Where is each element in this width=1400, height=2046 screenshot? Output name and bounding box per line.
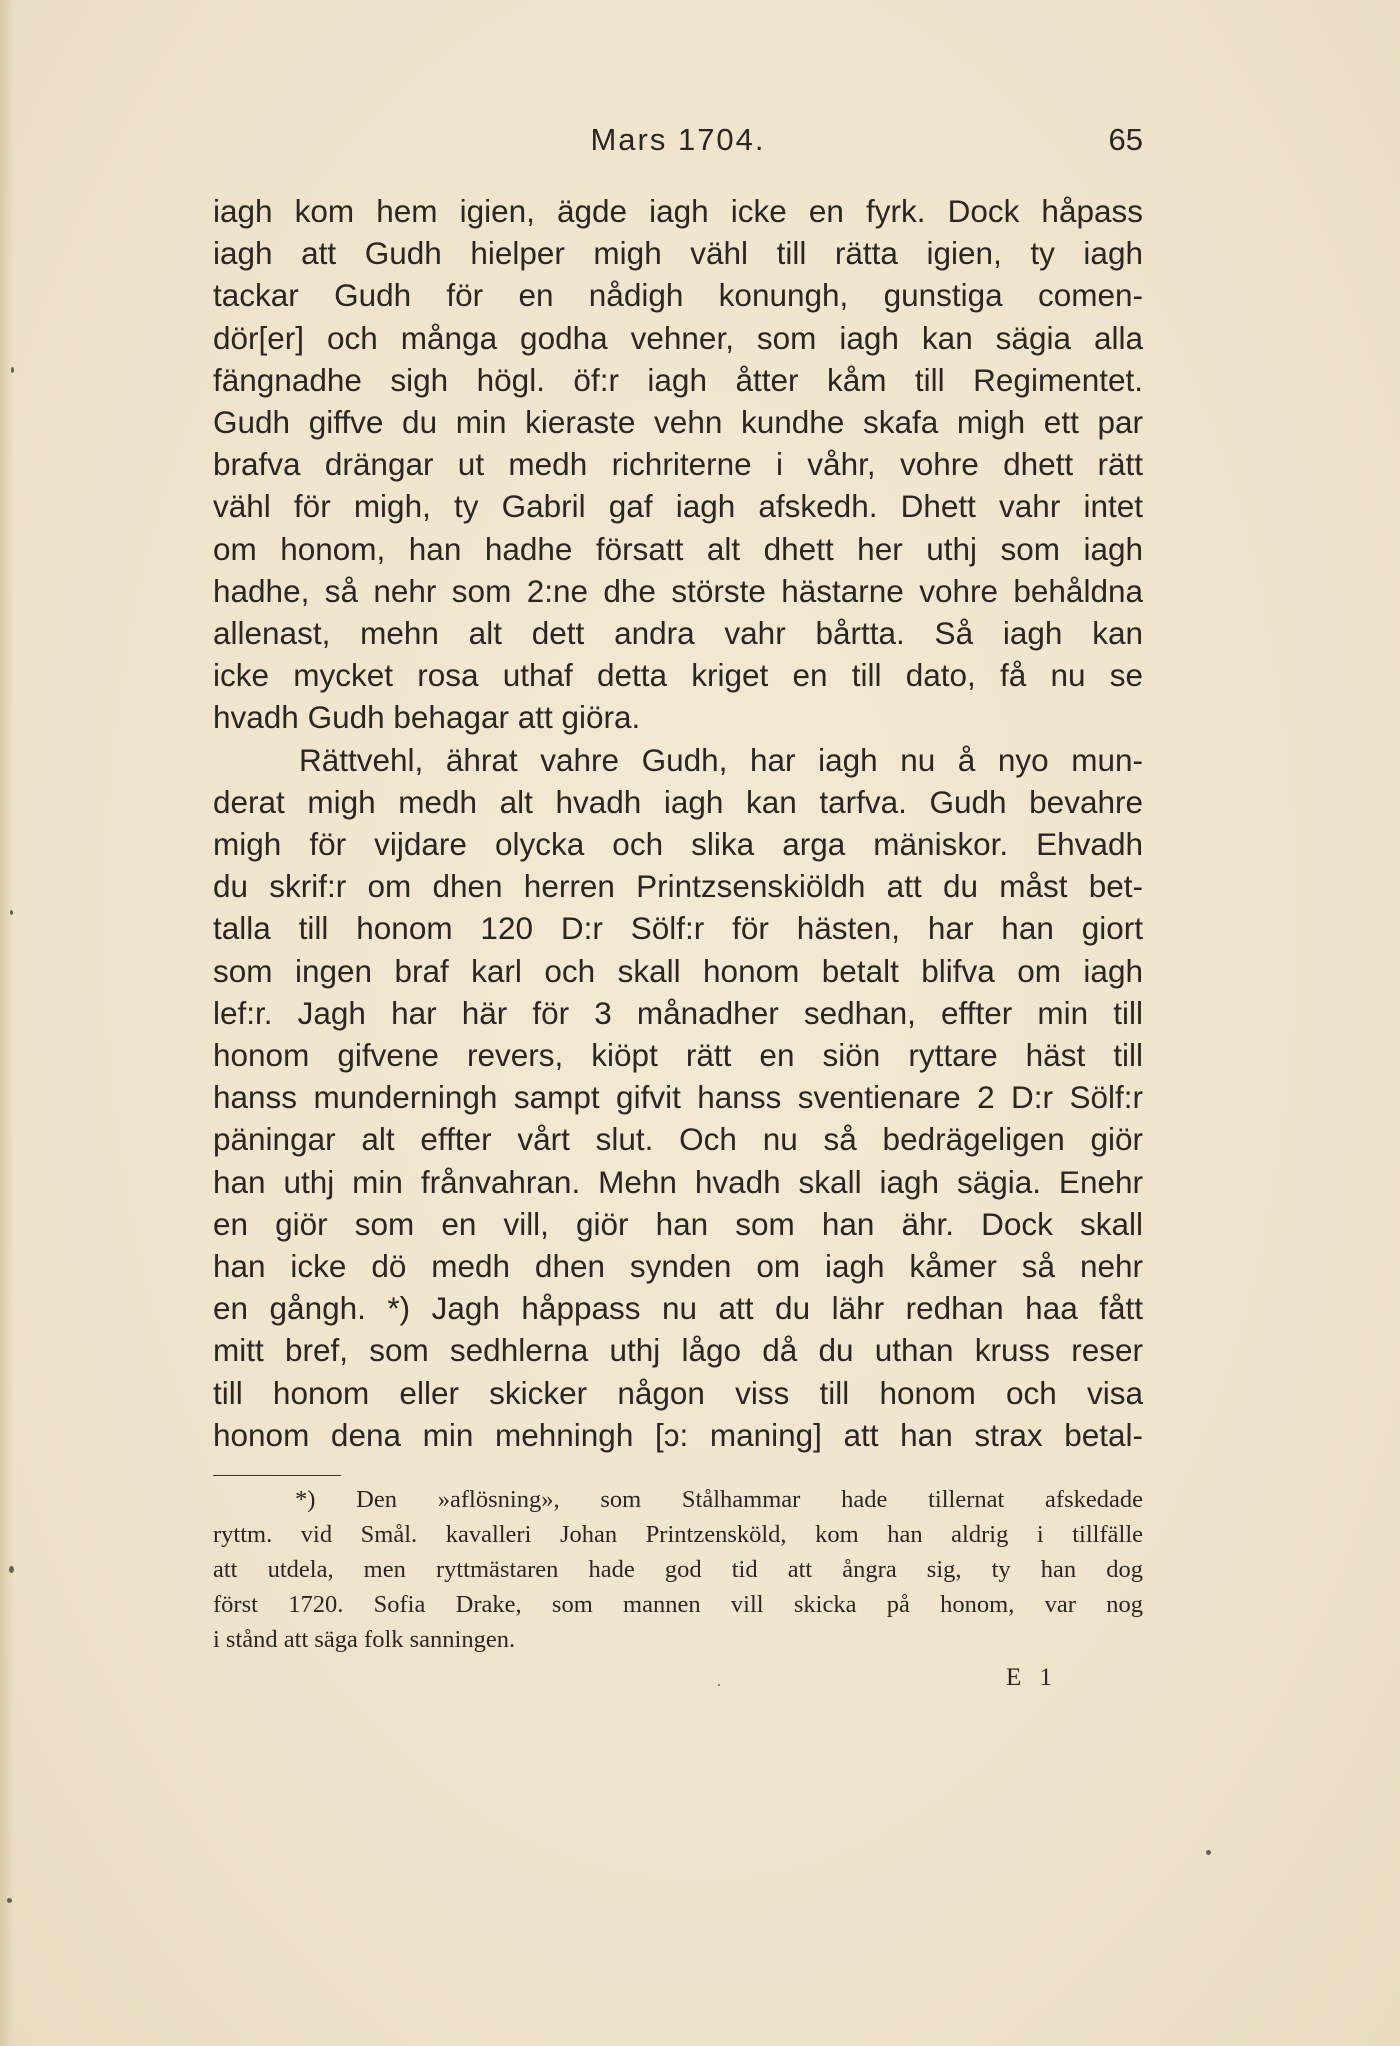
paper-speck xyxy=(10,910,13,915)
footnote-line: först 1720. Sofia Drake, som mannen vill skicka på honom, var nog xyxy=(213,1591,1143,1618)
main-text xyxy=(213,190,1143,1456)
text-line: som ingen braf karl och skall honom betalt blifva om iagh xyxy=(213,952,1143,989)
paper-speck xyxy=(718,1684,720,1686)
printer-signature-mark: E 1 xyxy=(1006,1664,1059,1691)
text-line: dör[er] och många godha vehner, som iagh kan sägia alla xyxy=(213,319,1143,356)
text-line: honom gifvene revers, kiöpt rätt en siön ryttare häst till xyxy=(213,1037,1143,1074)
page-edge-shadow xyxy=(0,0,14,2046)
text-line: migh för vijdare olycka och slika arga mäniskor. Ehvadh xyxy=(213,826,1143,863)
paper-speck xyxy=(1206,1850,1211,1855)
text-line: en gångh. *) Jagh håppass nu att du lähr redhan haa fått xyxy=(213,1290,1143,1327)
text-line: iagh att Gudh hielper migh vähl till rätta igien, ty iagh xyxy=(213,235,1143,272)
footnote-line: *) Den »aflösning», som Stålhammar hade tillernat afskedade xyxy=(295,1486,1143,1513)
text-line: vähl för migh, ty Gabril gaf iagh afskedh. Dhett vahr intet xyxy=(213,488,1143,525)
text-line: till honom eller skicker någon viss till honom och visa xyxy=(213,1374,1143,1411)
text-line: hanss munderningh sampt gifvit hanss sventienare 2 D:r Sölf:r xyxy=(213,1079,1143,1116)
page-number: 65 xyxy=(1108,122,1143,157)
text-line: han uthj min frånvahran. Mehn hvadh skall iagh sägia. Enehr xyxy=(213,1163,1143,1200)
text-line: hadhe, så nehr som 2:ne dhe störste hästarne vohre behåldna xyxy=(213,572,1143,609)
footnote xyxy=(213,1482,1143,1657)
text-line: icke mycket rosa uthaf detta kriget en till dato, få nu se xyxy=(213,657,1143,694)
text-line: du skrif:r om dhen herren Printzsenskiöldh att du måst bet- xyxy=(213,868,1143,905)
paper-speck xyxy=(9,1566,14,1573)
text-line: talla till honom 120 D:r Sölf:r för hästen, har han giort xyxy=(213,910,1143,947)
text-line: lef:r. Jagh har här för 3 månadher sedhan, effter min till xyxy=(213,994,1143,1031)
text-line: tackar Gudh för en nådigh konungh, gunstiga comen- xyxy=(213,277,1143,314)
text-line: mitt bref, som sedhlerna uthj lågo då du uthan kruss reser xyxy=(213,1332,1143,1369)
text-line: en giör som en vill, giör han som han ähr. Dock skall xyxy=(213,1205,1143,1242)
text-line: päningar alt effter vårt slut. Och nu så bedrägeligen giör xyxy=(213,1121,1143,1158)
paper-speck xyxy=(11,367,14,373)
text-line: honom dena min mehningh [ɔ: maning] att han strax betal- xyxy=(213,1416,1143,1453)
text-line: hvadh Gudh behagar att giöra. xyxy=(213,699,641,736)
text-line: derat migh medh alt hvadh iagh kan tarfva. Gudh bevahre xyxy=(213,783,1143,820)
footnote-divider xyxy=(213,1475,341,1476)
text-line: brafva drängar ut medh richriterne i våhr, vohre dhett rätt xyxy=(213,446,1143,483)
footnote-line: i stånd att säga folk sanningen. xyxy=(213,1626,516,1653)
text-line: Rättvehl, ährat vahre Gudh, har iagh nu å nyo mun- xyxy=(299,741,1143,778)
text-line: han icke dö medh dhen synden om iagh kåmer så nehr xyxy=(213,1248,1143,1285)
footnote-line: att utdela, men ryttmästaren hade god tid att ångra sig, ty han dog xyxy=(213,1556,1143,1583)
paper-speck xyxy=(7,1898,12,1903)
text-line: allenast, mehn alt dett andra vahr bårtta. Så iagh kan xyxy=(213,615,1143,652)
text-line: fängnadhe sigh högl. öf:r iagh åtter kåm till Regimentet. xyxy=(213,361,1143,398)
text-line: om honom, han hadhe försatt alt dhett her uthj som iagh xyxy=(213,530,1143,567)
text-line: iagh kom hem igien, ägde iagh icke en fyrk. Dock håpass xyxy=(213,193,1143,229)
running-header xyxy=(213,122,1143,162)
footnote-line: ryttm. vid Smål. kavalleri Johan Printzensköld, kom han aldrig i tillfälle xyxy=(213,1521,1143,1548)
header-title: Mars 1704. xyxy=(590,122,766,157)
text-line: Gudh giffve du min kieraste vehn kundhe skafa migh ett par xyxy=(213,404,1143,441)
